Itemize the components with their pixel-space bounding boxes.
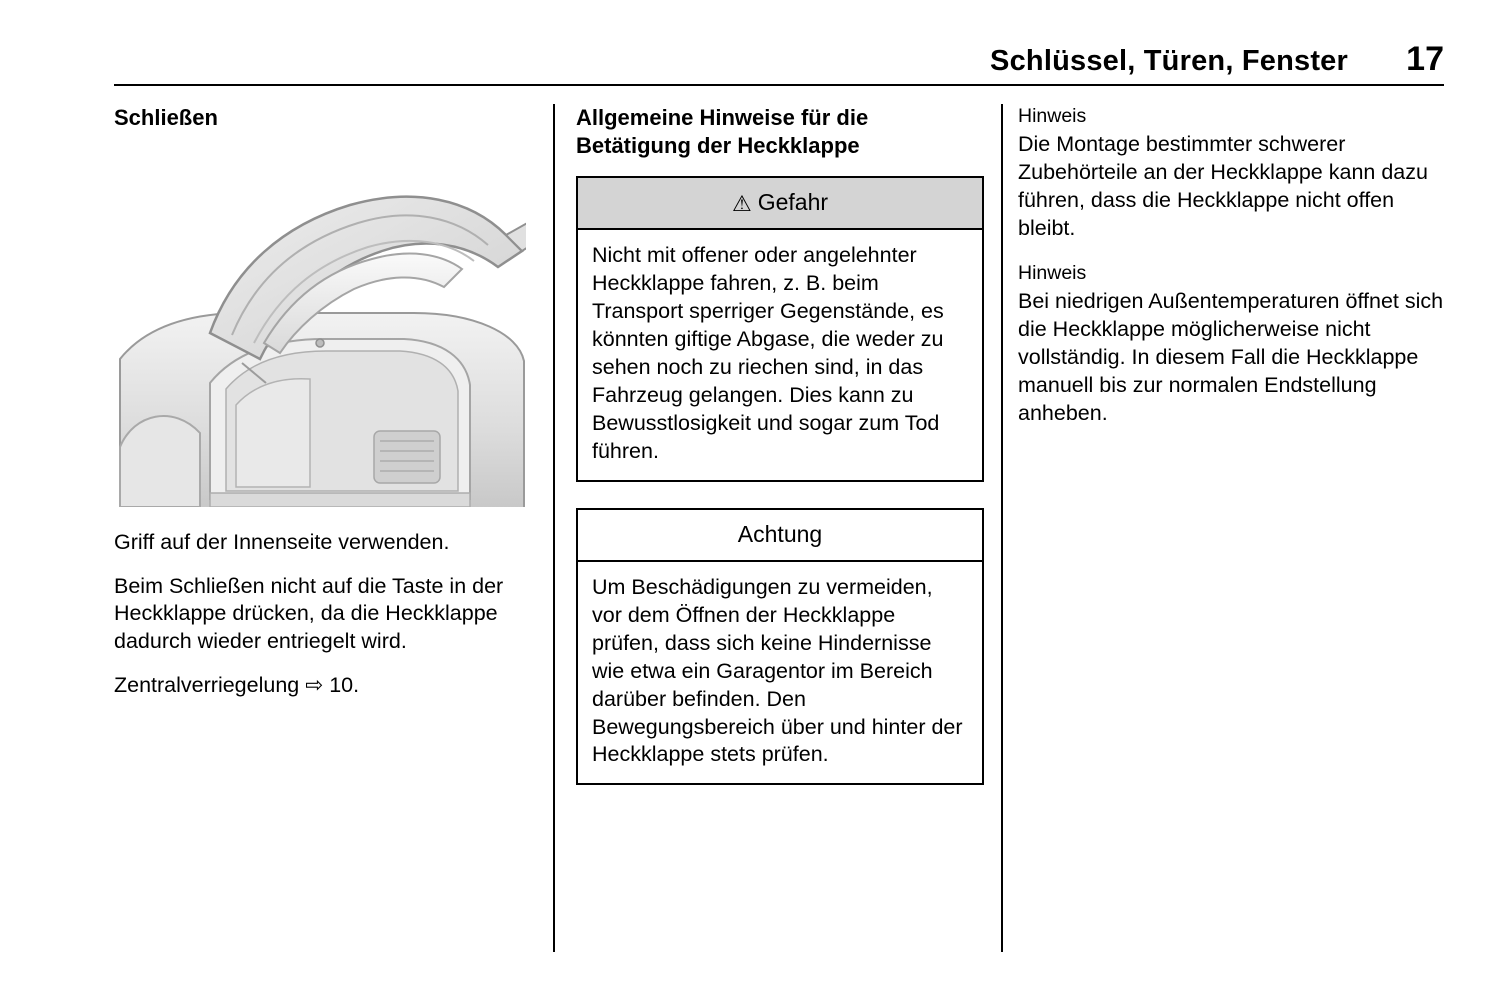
caution-box-text: Um Beschädigungen zu vermeiden, vor dem Öffnen der Heckklappe prüfen, dass sich keine Hindernisse wie etwa ein Garagentor im Bereich darüber befinden. Den Bewegungsbereich über und hinter der Heckklappe stets prüfen. — [592, 574, 963, 767]
section-heading-allgemeine-hinweise: Allgemeine Hinweise für die Betätigung der Heckklappe — [576, 105, 869, 159]
note-block-2 — [1018, 261, 1444, 428]
danger-box-title: Gefahr — [757, 189, 829, 216]
page-title: Schlüssel, Türen, Fenster — [990, 45, 1348, 77]
paragraph-griff: Griff auf der Innenseite verwenden. — [114, 529, 450, 554]
cross-reference-zentralverriegelung[interactable]: Zentralverriegelung ⇨ 10. — [114, 673, 360, 698]
column-divider-2 — [1001, 104, 1003, 952]
caution-box-title: Achtung — [737, 520, 823, 547]
danger-box — [576, 176, 984, 482]
page-number: 17 — [1406, 40, 1444, 78]
danger-box-header — [578, 178, 982, 230]
caution-box — [576, 508, 984, 786]
column-left — [114, 104, 534, 700]
note-text-1: Die Montage bestimmter schwerer Zubehörteile an der Heckklappe kann dazu führen, dass die Heckklappe nicht offen bleibt. — [1018, 132, 1428, 241]
note-heading-1: Hinweis — [1018, 105, 1087, 127]
column-right — [1018, 104, 1444, 446]
heckklappe-geoeffnet-illustration — [114, 147, 526, 507]
column-divider-1 — [553, 104, 555, 952]
caution-box-header — [578, 510, 982, 562]
section-heading-schliessen: Schließen — [114, 105, 218, 130]
page-header — [114, 40, 1444, 79]
warning-triangle-icon: ⚠ — [731, 190, 752, 216]
note-heading-2: Hinweis — [1018, 262, 1087, 285]
danger-box-text: Nicht mit offener oder angelehnter Heckklappe fahren, z. B. beim Transport sperriger Gegenstände, es könnten giftige Abgase, die weder zu sehen noch zu riechen sind, in das Fahrzeug gelangen. Dies kann zu Bewusstlosigkeit und sogar zum Tod führen. — [592, 243, 944, 463]
note-block-1 — [1018, 104, 1444, 243]
header-divider — [114, 84, 1444, 86]
paragraph-schliessen-taste: Beim Schließen nicht auf die Taste in der Heckklappe drücken, da die Heckklappe dadurch wieder entriegelt wird. — [114, 573, 504, 654]
note-text-2: Bei niedrigen Außentemperaturen öffnet sich die Heckklappe möglicherweise nicht vollständig. In diesem Fall die Heckklappe manuell bis zur normalen Endstellung anheben. — [1018, 289, 1444, 426]
column-middle — [576, 104, 984, 811]
